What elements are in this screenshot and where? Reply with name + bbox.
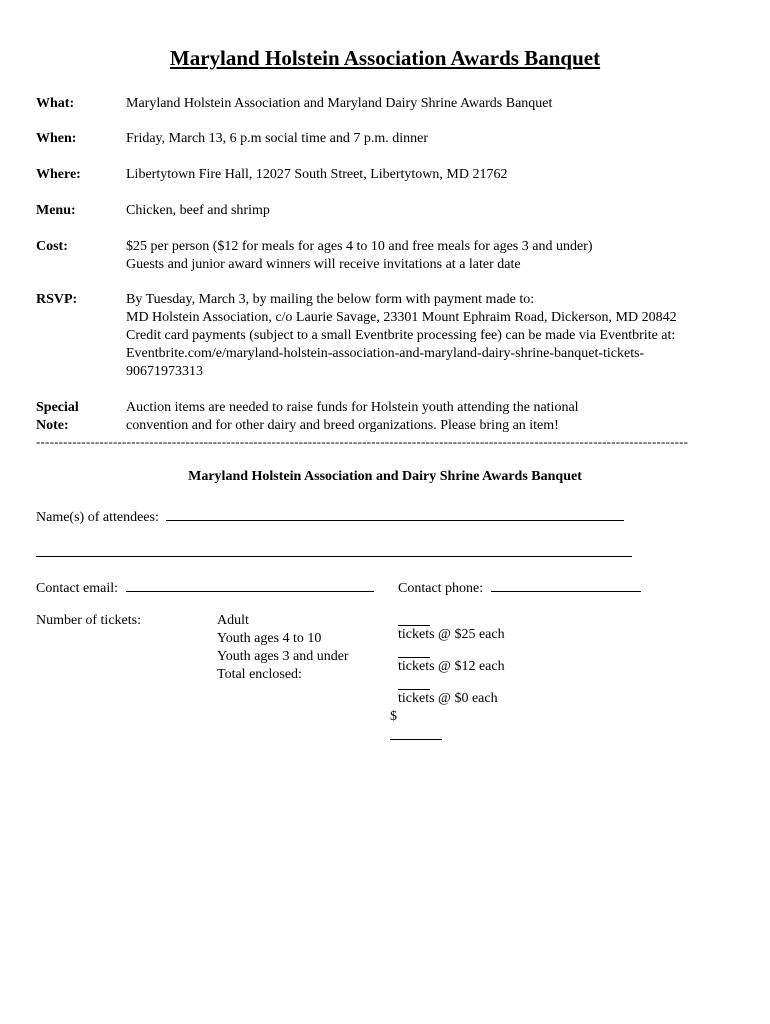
detail-label: When: [36, 131, 77, 146]
ticket-quantities [390, 612, 505, 740]
detail-line: Friday, March 13, 6 p.m social time and 7 p.m. dinner [126, 131, 428, 146]
detail-label: Where: [36, 167, 81, 182]
adult-price: tickets @ $25 each [398, 627, 505, 642]
attendees-input-line[interactable] [166, 506, 624, 521]
attendees-input-line-2[interactable] [36, 556, 632, 557]
form-title: Maryland Holstein Association and Dairy Shrine Awards Banquet [188, 469, 582, 484]
detail-label: Cost: [36, 239, 68, 254]
ticket-row-youth-3-under [390, 676, 505, 708]
adult-qty-line[interactable] [398, 612, 430, 626]
detail-line: convention and for other dairy and breed organizations. Please bring an item! [126, 418, 559, 433]
phone-label: Contact phone: [398, 581, 484, 596]
attendees-label: Name(s) of attendees: [36, 510, 159, 525]
detail-value [126, 291, 731, 381]
detail-label: Menu: [36, 203, 76, 218]
detail-label [36, 399, 124, 435]
phone-field [398, 577, 641, 598]
detail-label: RSVP: [36, 292, 78, 307]
ticket-types [217, 612, 349, 684]
detail-label-line: Note: [36, 418, 69, 433]
cut-line-divider: ------------------------------------------------------------------------------------------------------------------------------------------------ [36, 434, 689, 449]
tickets-label: Number of tickets: [36, 613, 141, 628]
detail-line: Auction items are needed to raise funds for Holstein youth attending the national [126, 400, 579, 415]
detail-value [126, 202, 731, 220]
detail-value [126, 95, 731, 113]
detail-value [126, 130, 731, 148]
email-label: Contact email: [36, 581, 119, 596]
detail-line: Chicken, beef and shrimp [126, 203, 270, 218]
ticket-type-adult: Adult [217, 613, 249, 628]
youth-4-10-price: tickets @ $12 each [398, 659, 505, 674]
email-field [36, 577, 374, 598]
detail-line: Eventbrite.com/e/maryland-holstein-association-and-maryland-dairy-shrine-banquet-tickets- [126, 346, 645, 361]
detail-line: Maryland Holstein Association and Maryland Dairy Shrine Awards Banquet [126, 96, 553, 111]
email-input-line[interactable] [126, 577, 374, 592]
detail-line: By Tuesday, March 3, by mailing the below form with payment made to: [126, 292, 535, 307]
youth-4-10-qty-line[interactable] [398, 644, 430, 658]
youth-3-under-price: tickets @ $0 each [398, 691, 498, 706]
detail-value [126, 238, 731, 274]
ticket-type-youth-4-10: Youth ages 4 to 10 [217, 631, 322, 646]
detail-label: What: [36, 96, 75, 111]
page-title: Maryland Holstein Association Awards Banquet [169, 46, 601, 70]
ticket-type-youth-3-under: Youth ages 3 and under [217, 649, 349, 664]
detail-label-line: Special [36, 400, 79, 415]
detail-value [126, 399, 731, 435]
ticket-row-total [390, 708, 505, 740]
total-dollar-sign: $ [390, 709, 397, 724]
detail-line: Credit card payments (subject to a small Eventbrite processing fee) can be made via Eventbrite at: [126, 328, 676, 343]
detail-line: Libertytown Fire Hall, 12027 South Street, Libertytown, MD 21762 [126, 167, 508, 182]
ticket-row-adult [390, 612, 505, 644]
detail-line: Guests and junior award winners will receive invitations at a later date [126, 257, 521, 272]
youth-3-under-qty-line[interactable] [398, 676, 430, 690]
ticket-row-youth-4-10 [390, 644, 505, 676]
ticket-type-total: Total enclosed: [217, 667, 302, 682]
detail-line: MD Holstein Association, c/o Laurie Savage, 23301 Mount Ephraim Road, Dickerson, MD 20842 [126, 310, 677, 325]
phone-input-line[interactable] [491, 577, 641, 592]
detail-line: 90671973313 [126, 364, 203, 379]
total-amount-line[interactable] [390, 726, 442, 740]
detail-line: $25 per person ($12 for meals for ages 4 to 10 and free meals for ages 3 and under) [126, 239, 593, 254]
attendees-field [36, 506, 624, 527]
detail-value [126, 166, 731, 184]
